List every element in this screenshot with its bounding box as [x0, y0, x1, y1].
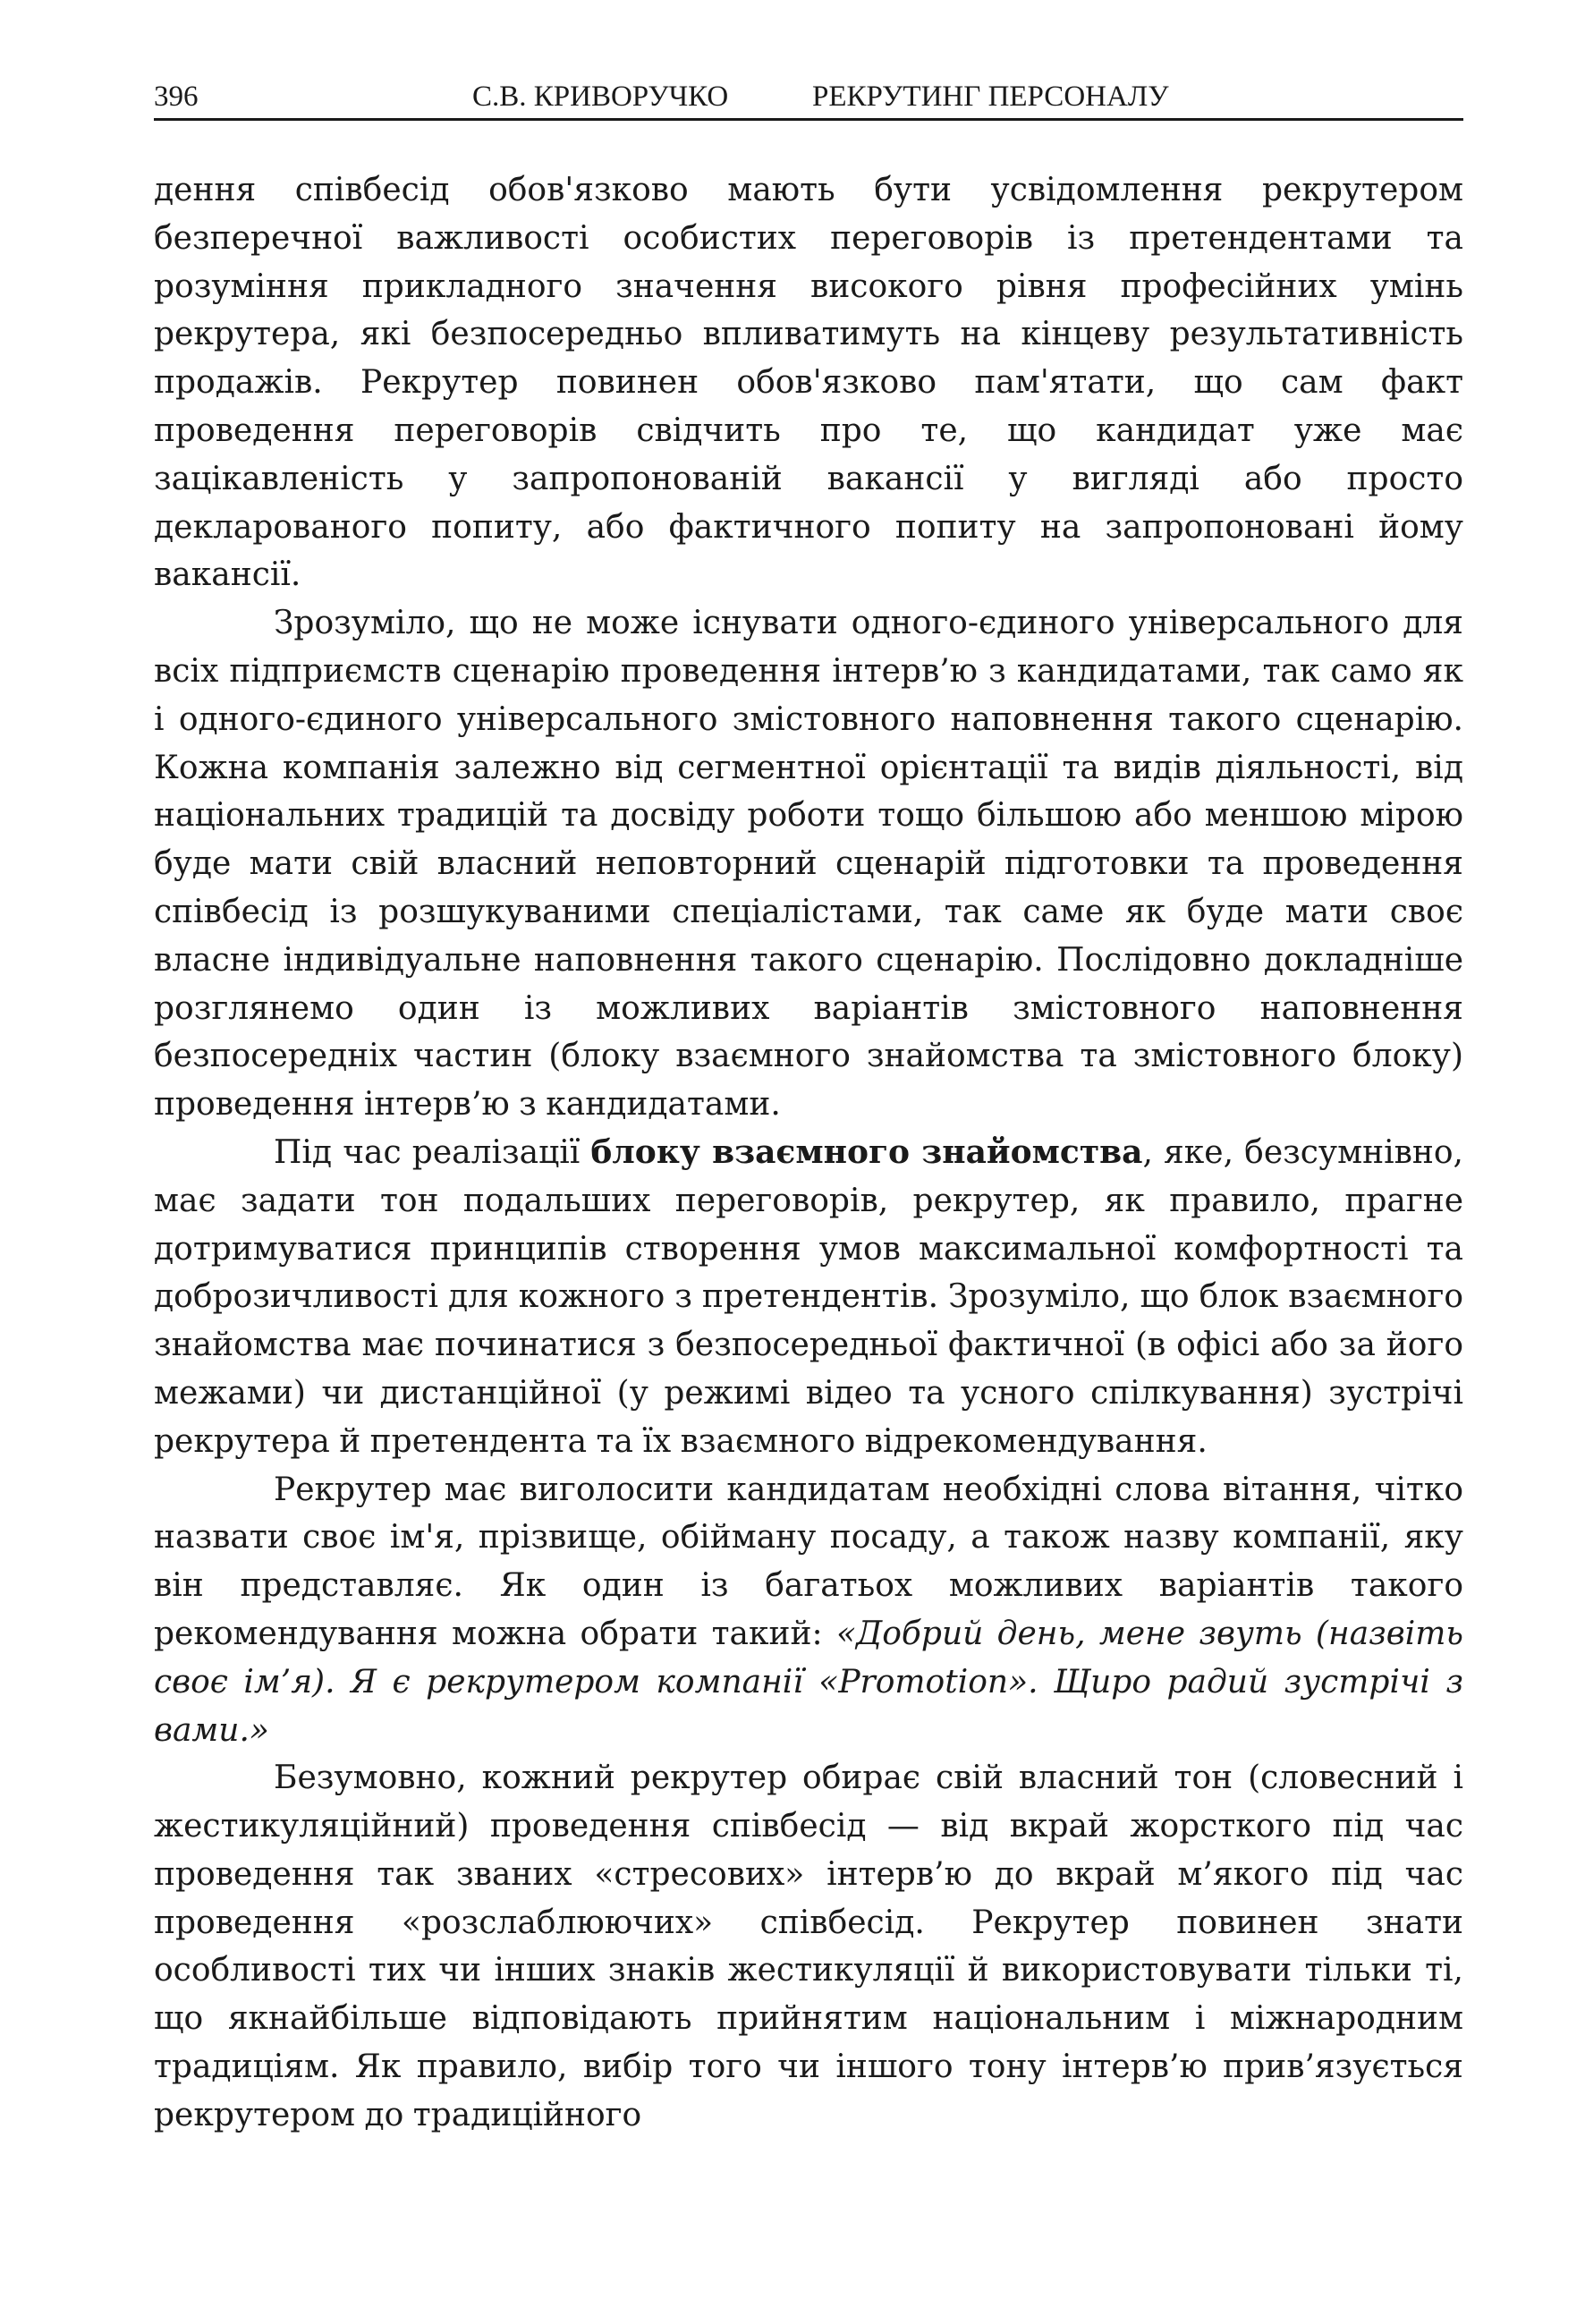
greeting-example-quote: «Добрий день, мене звуть (назвіть своє ім’я). Я є рекрутером компанії «Promotion». Щиро радий зустрічі з вами.»: [154, 1615, 1463, 1749]
paragraph-1-continuation: дення співбесід обов'язково мають бути усвідомлення рекрутером безперечної важливості особистих переговорів із претендентами та розуміння прикладного значення високого рівня професійних умінь рекрутера, які безпосередньо впливатимуть на кінцеву результативність продажів. Рекрутер повинен обов'язково пам'ятати, що сам факт проведення переговорів свідчить про те, що кандидат уже має зацікавленість у запропонованій вакансії у вигляді або просто декларованого попиту, або фактичного попиту на запропоновані йому вакансії.: [154, 172, 1463, 594]
paragraph-4: [154, 1466, 1463, 1755]
paragraph-3-lead: Під час реалізації: [274, 1133, 591, 1171]
paragraph-4-lead: Рекрутер має виголосити кандидатам необхідні слова вітання, чітко назвати своє ім'я, прізвище, обійману посаду, а також назву компанії, яку він представляє. Як один із багатьох можливих варіантів такого рекомендування можна обрати такий:: [154, 1471, 1463, 1652]
running-head-title: РЕКРУТИНГ ПЕРСОНАЛУ: [812, 81, 1169, 113]
paragraph-5: Безумовно, кожний рекрутер обирає свій власний тон (словесний і жестикуляційний) проведення співбесід — від вкрай жорсткого під час проведення так званих «стресових» інтерв’ю до вкрай м’якого під час проведення «розслаблюючих» співбесід. Рекрутер повинен знати особливості тих чи інших знаків жестикуляції й використовувати тільки ті, що якнайбільше відповідають прийнятим національним і міжнародним традиціям. Як правило, вибір того чи іншого тону інтерв’ю прив’язується рекрутером до традиційного: [154, 1760, 1463, 2133]
running-head-author: С.В. КРИВОРУЧКО: [472, 81, 729, 113]
header-rule: [154, 118, 1463, 121]
page-number: 396: [154, 81, 199, 113]
body-text: [154, 166, 1463, 2140]
paragraph-2: Зрозуміло, що не може існувати одного-єдиного універсального для всіх підприємств сценарію проведення інтерв’ю з кандидатами, так само як і одного-єдиного універсального змістовного наповнення такого сценарію. Кожна компанія залежно від сегментної орієнтації та видів діяльності, від національних традицій та досвіду роботи тощо більшою або меншою мірою буде мати свій власний неповторний сценарій підготовки та проведення співбесід із розшукуваними спеціалістами, так саме як буде мати своє власне індивідуальне наповнення такого сценарію. Послідовно докладніше розглянемо один із можливих варіантів змістовного наповнення безпосередніх частин (блоку взаємного знайомства та змістовного блоку) проведення інтерв’ю з кандидатами.: [154, 605, 1463, 1124]
running-head: [154, 77, 1463, 116]
paragraph-3: [154, 1129, 1463, 1466]
bold-term-mutual-acquaintance: блоку взаємного знайомства: [590, 1132, 1143, 1171]
paragraph-3-rest: , яке, безсумнівно, має задати тон подальших переговорів, рекрутер, як правило, прагне дотримуватися принципів створення умов максимальної комфортності та доброзичливості для кожного з претендентів. Зрозуміло, що блок взаємного знайомства має починатися з безпосередньої фактичної (в офісі або за його межами) чи дистанційної (у режимі відео та усного спілкування) зустрічі рекрутера й претендента та їх взаємного відрекомендування.: [154, 1133, 1464, 1460]
